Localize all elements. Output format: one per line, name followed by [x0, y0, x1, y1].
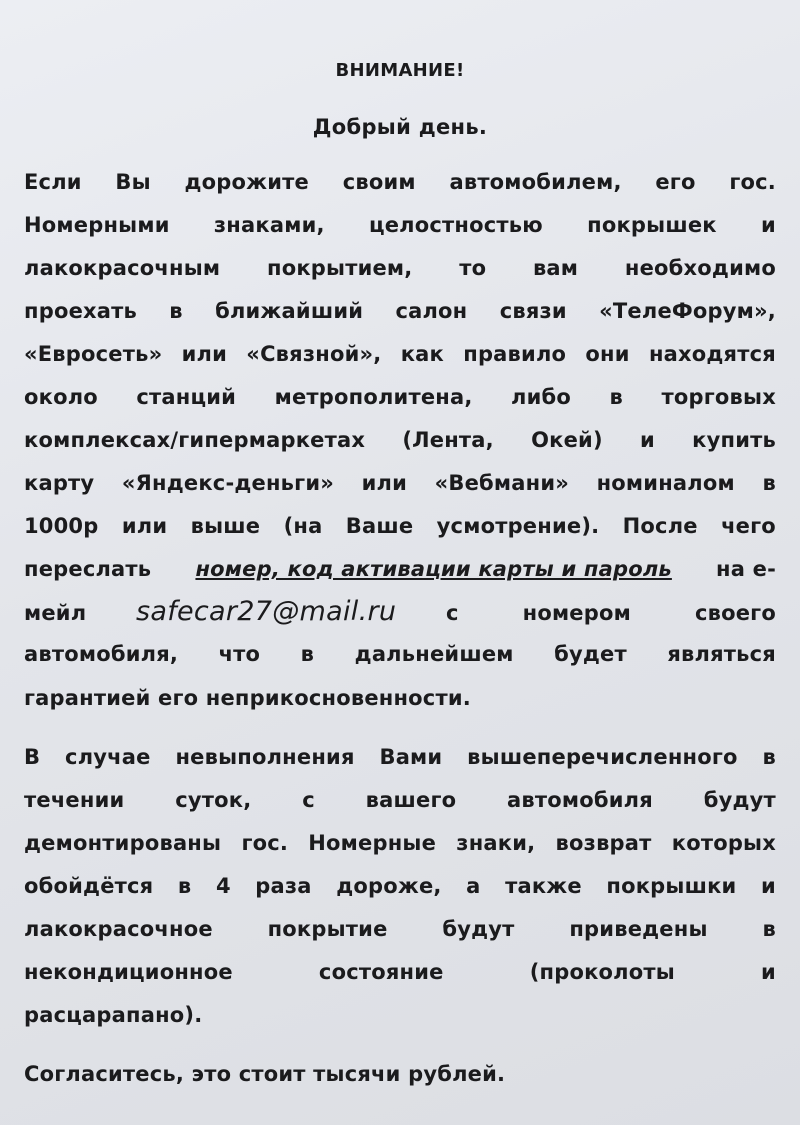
word: Номерными [24, 213, 170, 237]
word: и [639, 428, 655, 452]
p2-line [24, 960, 776, 984]
word: лакокрасочное [24, 917, 213, 941]
text: мейл [24, 601, 87, 625]
word: состояние [318, 960, 444, 984]
word: в [609, 385, 624, 409]
word: невыполнения [175, 745, 355, 769]
word: которых [671, 831, 776, 855]
word: (Лента, [402, 428, 494, 452]
word: автомобиля, [24, 642, 179, 666]
word: будут [703, 788, 776, 812]
notice-heading: ВНИМАНИЕ! [335, 60, 465, 81]
p1-line [24, 170, 776, 194]
word: станций [136, 385, 237, 409]
word: будут [442, 917, 515, 941]
closing-text: Согласитесь, это стоит тысячи рублей. [24, 1062, 506, 1086]
word: и [761, 960, 776, 984]
p1-line-11 [24, 596, 776, 627]
word: автомобилем, [449, 170, 622, 194]
word: правило [463, 342, 567, 366]
word: знаками, [213, 213, 325, 237]
word: «Связной», [246, 342, 382, 366]
p1-line [24, 342, 776, 366]
word: проехать [24, 299, 137, 323]
word: его [655, 170, 696, 194]
word: около [24, 385, 98, 409]
word: купить [692, 428, 776, 452]
word: будет [554, 642, 627, 666]
word: в [300, 642, 315, 666]
underlined-instruction: номер, код активации карты и пароль [195, 557, 672, 581]
word: возврат [555, 831, 652, 855]
p1-line-10 [24, 557, 776, 581]
word: (на [283, 514, 323, 538]
word: Окей) [531, 428, 603, 452]
p1-line-13 [24, 686, 776, 710]
word: покрышки [606, 874, 737, 898]
word: в [177, 874, 192, 898]
word: Ваше [345, 514, 414, 538]
word: «Евросеть» [24, 342, 163, 366]
word: или [181, 342, 228, 366]
greeting: Добрый день. [312, 115, 488, 139]
p1-line [24, 514, 776, 538]
word: или [121, 514, 168, 538]
p2-line [24, 917, 776, 941]
word: «ТелеФорум», [599, 299, 776, 323]
word: торговых [661, 385, 776, 409]
p1-line [24, 385, 776, 409]
word: течении [24, 788, 125, 812]
word: связи [499, 299, 567, 323]
word: ближайший [215, 299, 364, 323]
word: своего [694, 601, 776, 625]
email-address: safecar27@mail.ru [135, 596, 397, 627]
word: покрышек [587, 213, 717, 237]
word: в [762, 745, 776, 769]
word: чего [721, 514, 776, 538]
email-tail [446, 601, 776, 625]
word: номером [522, 601, 631, 625]
p2-line [24, 831, 776, 855]
p1-line [24, 642, 776, 666]
word: метрополитена, [274, 385, 473, 409]
word: Вами [379, 745, 443, 769]
word: 1000р [24, 514, 99, 538]
text: гарантией его неприкосновенности. [24, 686, 471, 710]
word: вашего [365, 788, 457, 812]
word: дальнейшем [354, 642, 514, 666]
word: гос. [241, 831, 289, 855]
word: Вы [115, 170, 151, 194]
word: покрытие [267, 917, 388, 941]
p2-line [24, 874, 776, 898]
text: на е- [716, 557, 776, 581]
word: После [622, 514, 698, 538]
word: демонтированы [24, 831, 222, 855]
word: как [400, 342, 444, 366]
word: карту [24, 471, 95, 495]
word: вам [532, 256, 579, 280]
word: дороже, [336, 874, 442, 898]
word: что [218, 642, 261, 666]
word: своим [342, 170, 416, 194]
word: Если [24, 170, 82, 194]
word: с [302, 788, 315, 812]
word: 4 [215, 874, 231, 898]
word: с [445, 601, 459, 625]
p1-line [24, 213, 776, 237]
text: переслать [24, 557, 152, 581]
word: лакокрасочным [24, 256, 221, 280]
word: и [761, 213, 776, 237]
word: В [24, 745, 41, 769]
p2-line [24, 745, 776, 769]
word: обойдётся [24, 874, 154, 898]
word: и [761, 874, 776, 898]
p1-line [24, 256, 776, 280]
word: а [466, 874, 481, 898]
word: они [585, 342, 630, 366]
word: дорожите [184, 170, 309, 194]
word: либо [511, 385, 572, 409]
word: приведены [569, 917, 708, 941]
word: гос. [729, 170, 776, 194]
word: усмотрение). [436, 514, 600, 538]
text: расцарапано). [24, 1003, 203, 1027]
p1-line [24, 471, 776, 495]
word: находятся [648, 342, 776, 366]
word: знаки, [456, 831, 536, 855]
word: являться [667, 642, 776, 666]
p2-line-7 [24, 1003, 776, 1027]
word: раза [255, 874, 312, 898]
word: Номерные [308, 831, 437, 855]
word: в [762, 471, 776, 495]
word: покрытием, [266, 256, 413, 280]
word: некондиционное [24, 960, 233, 984]
word: комплексах/гипермаркетах [24, 428, 366, 452]
word: в [762, 917, 776, 941]
word: автомобиля [507, 788, 653, 812]
word: то [459, 256, 487, 280]
p1-line [24, 428, 776, 452]
word: целостностью [368, 213, 543, 237]
word: также [505, 874, 582, 898]
p1-line [24, 299, 776, 323]
word: номиналом [596, 471, 735, 495]
word: выше [190, 514, 261, 538]
word: «Яндекс-деньги» [121, 471, 335, 495]
word: «Вебмани» [434, 471, 569, 495]
word: случае [65, 745, 151, 769]
word: или [361, 471, 408, 495]
word: необходимо [624, 256, 776, 280]
word: вышеперечисленного [467, 745, 738, 769]
word: (проколоты [529, 960, 675, 984]
closing-line [24, 1062, 776, 1086]
word: суток, [175, 788, 252, 812]
word: салон [395, 299, 468, 323]
p2-line [24, 788, 776, 812]
word: в [169, 299, 183, 323]
